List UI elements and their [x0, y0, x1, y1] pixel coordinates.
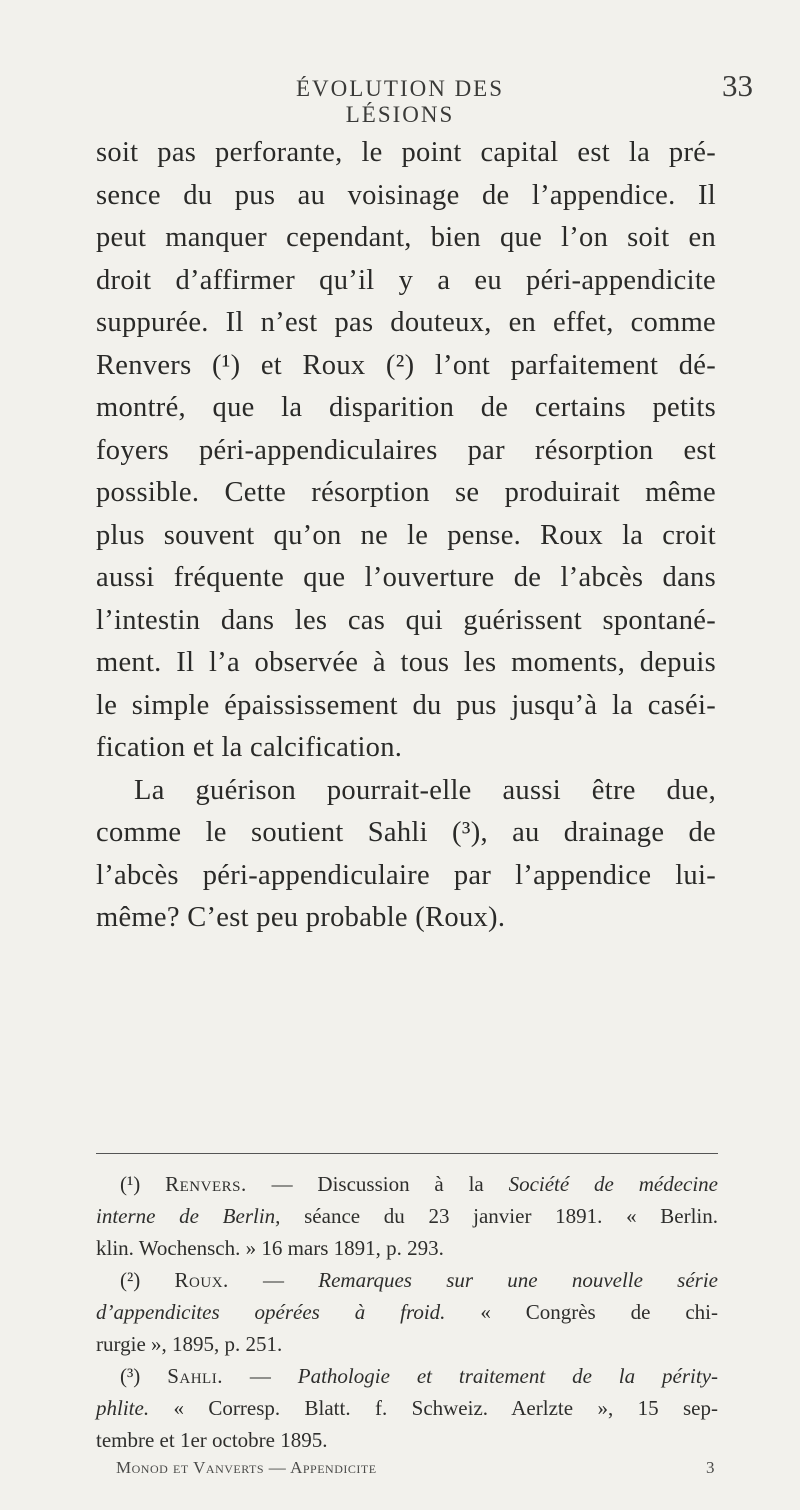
footnote-text: — Discussion à la — [246, 1172, 509, 1196]
signature-mark: 3 — [706, 1458, 715, 1477]
footnote-rule — [96, 1153, 718, 1154]
footnote-author: Renvers. — [165, 1172, 247, 1196]
text-line: possible. Cette résorption se produirait même — [96, 477, 716, 508]
text-line: fication et la calcification. — [96, 732, 403, 763]
main-text — [96, 132, 716, 940]
footnote-title: Pathologie et traitement de la périty- — [297, 1364, 719, 1388]
text-line: sence du pus au voisinage de l’appendice. Il — [96, 179, 716, 211]
footnote-line — [96, 1200, 718, 1232]
text-line: La guérison pourrait-elle aussi être due, — [134, 774, 716, 806]
footnote-text: séance du 23 janvier 1891. « Berlin. — [280, 1204, 719, 1228]
text-line: l’abcès péri-appendiculaire par l’appendice lui- — [96, 859, 716, 891]
footnote-author: Sahli. — [167, 1364, 223, 1388]
footnote-title: Remarques sur une nouvelle série — [318, 1268, 719, 1292]
text-line: Renvers (¹) et Roux (²) l’ont parfaitement dé- — [96, 349, 716, 381]
text-line: aussi fréquente que l’ouverture de l’abcès dans — [96, 562, 716, 593]
footnote-2 — [96, 1264, 718, 1360]
footnote-1 — [96, 1168, 718, 1264]
text-line: suppurée. Il n’est pas douteux, en effet, comme — [96, 307, 716, 338]
footnote-line — [96, 1264, 718, 1296]
footnote-marker: (²) — [120, 1268, 141, 1292]
text-line: ment. Il l’a observée à tous les moments, depuis — [96, 647, 716, 678]
text-line: soit pas perforante, le point capital est la pré- — [96, 137, 716, 168]
footer-authors: Monod et Vanverts — Appendicite — [116, 1458, 377, 1477]
footnote-title: d’appendicites opérées à froid. — [96, 1300, 446, 1324]
text-line: droit d’affirmer qu’il y a eu péri-appendicite — [96, 264, 716, 296]
page-footer — [116, 1458, 716, 1478]
footnote-line — [96, 1392, 718, 1424]
text-line: plus souvent qu’on ne le pense. Roux la croit — [96, 519, 716, 551]
footnote-line: klin. Wochensch. » 16 mars 1891, p. 293. — [96, 1236, 444, 1260]
footnote-title: interne de Berlin, — [96, 1204, 281, 1228]
text-line: peut manquer cependant, bien que l’on soit en — [96, 222, 716, 253]
text-line: même? C’est peu probable (Roux). — [96, 902, 506, 933]
footnote-line: tembre et 1er octobre 1895. — [96, 1428, 328, 1452]
running-title: ÉVOLUTION DES LÉSIONS — [295, 76, 505, 127]
text-line: montré, que la disparition de certains petits — [96, 392, 716, 423]
footnote-title: phlite. — [96, 1396, 150, 1420]
footnote-marker: (¹) — [120, 1172, 141, 1196]
text-line: foyers péri-appendiculaires par résorption est — [96, 434, 716, 466]
footnote-line — [96, 1296, 718, 1328]
footnote-author: Roux. — [174, 1268, 229, 1292]
text-line: l’intestin dans les cas qui guérissent spontané- — [96, 604, 716, 636]
footnote-text: « Corresp. Blatt. f. Schweiz. Aerlzte », 15 sep- — [149, 1396, 718, 1420]
footnote-text: « Congrès de chi- — [445, 1300, 718, 1324]
text-line: le simple épaississement du pus jusqu’à la caséi- — [96, 689, 716, 721]
footnote-marker: (³) — [120, 1364, 141, 1388]
footnote-text: — — [228, 1268, 319, 1292]
footnote-line — [96, 1360, 718, 1392]
footnotes — [96, 1168, 718, 1456]
text-line: comme le soutient Sahli (³), au drainage de — [96, 817, 716, 848]
footnote-line — [96, 1168, 718, 1200]
footnote-line: rurgie », 1895, p. 251. — [96, 1332, 283, 1356]
footnote-title: Société de médecine — [508, 1172, 718, 1196]
footnote-text: — — [222, 1364, 298, 1388]
footnote-3 — [96, 1360, 718, 1456]
page-number: 33 — [722, 68, 753, 103]
